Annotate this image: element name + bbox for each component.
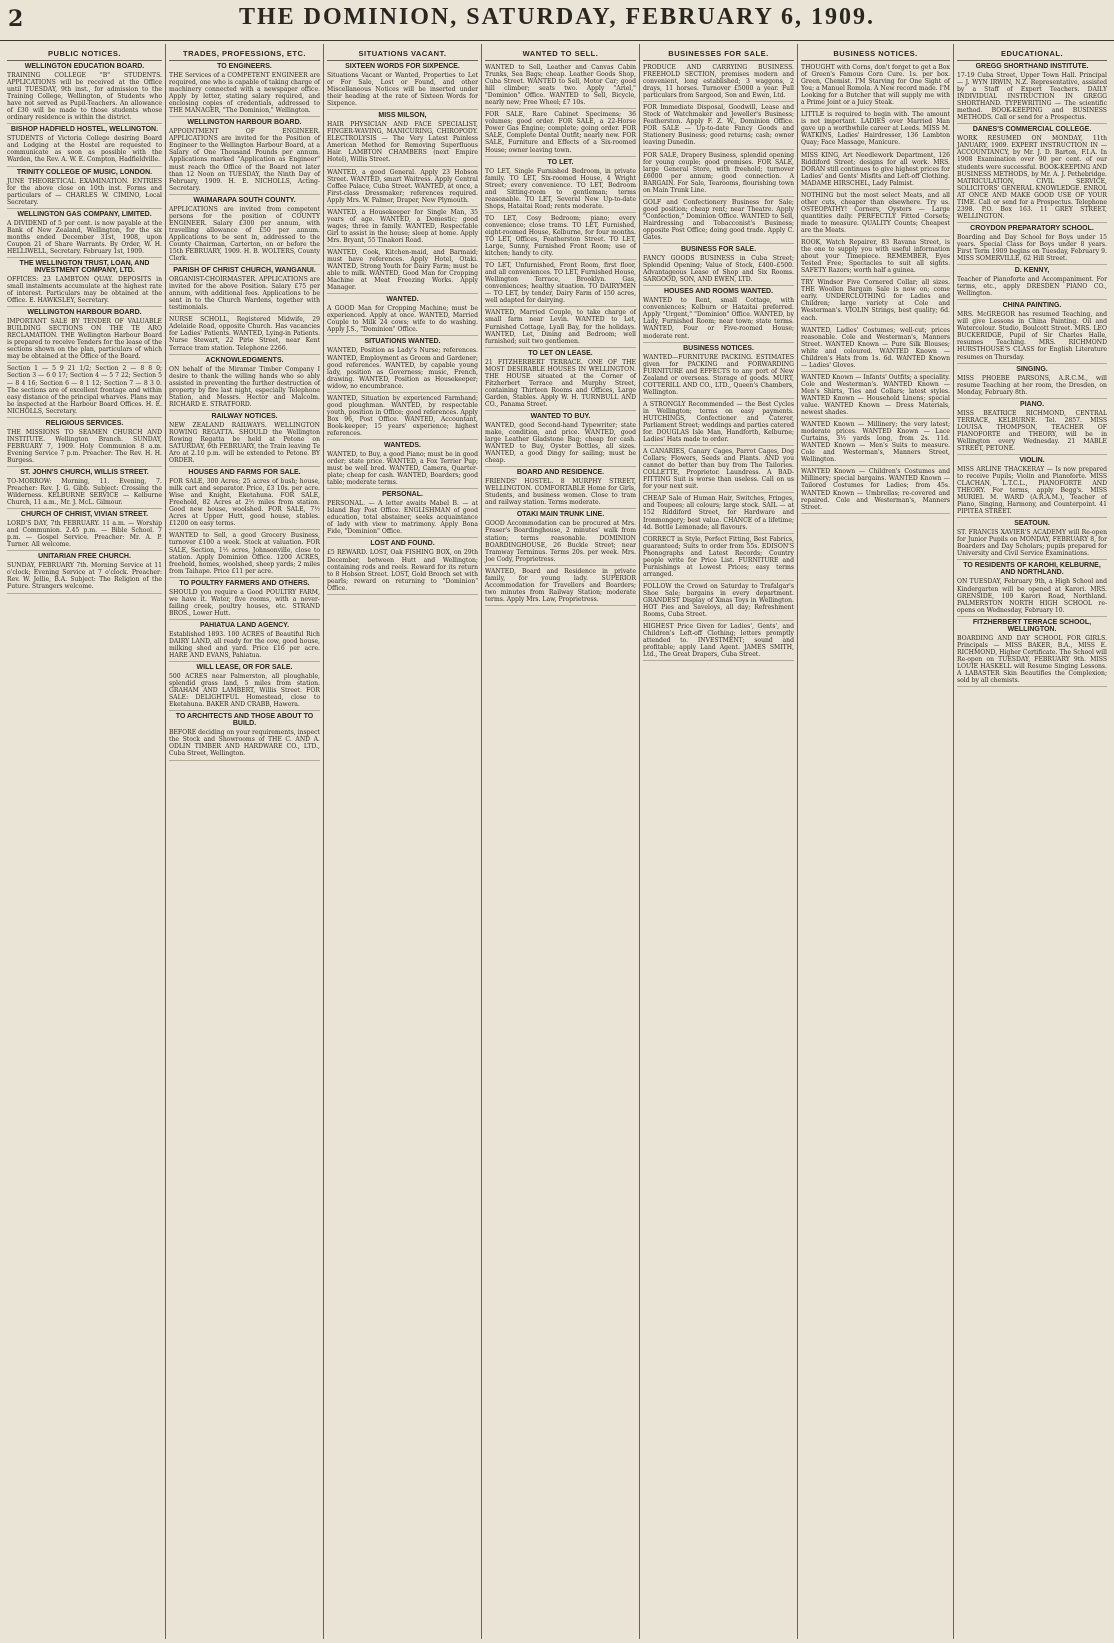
notice-text: Section 1 — 5 9 21 1/2; Section 2 — 8 8 0; Section 3 — 6 0 17; Section 4 — 5 7 22; Section 5 — 8 4 16; Section 6 — 8 1 12; Section 7 — 8 3 0. The sections are of excellent frontage and within easy distance of the principal wharves. Plans may be inspected at the Harbour Board Offices. H. E. NICHOLLS, Secretary. (7, 364, 162, 417)
notice-heading: HOUSES AND FARMS FOR SALE. (188, 469, 301, 477)
notice-text: WANTED, a Housekeeper for Single Man, 35 years of age. WANTED, a Domestic; good wages; three in family. WANTED, Respectable Girl to assist in the house; sleep at home. Apply Mrs. Bryant, 55 Tinakori Road. (327, 208, 478, 247)
notice-text: SUNDAY, FEBRUARY 7th. Morning Service at 11 o'clock; Evening Service at 7 o'clock. Preacher: Rev. W. Jellie, B.A. Subject: The Religion of the Future. Strangers welcome. (7, 561, 162, 593)
notice-text: JUNE THEORETICAL EXAMINATION. ENTRIES for the above close on 10th inst. Forms and particulars of — CHARLES W. CIMINO, Local Secretary. (7, 177, 162, 209)
section-heading: EDUCATIONAL. (957, 47, 1107, 61)
notice-text: Teacher of Pianoforte and Accompaniment. For terms, etc., apply DRESDEN PIANO CO., Wellington. (957, 275, 1107, 300)
notice-heading: RAILWAY NOTICES. (211, 412, 278, 420)
notice-text: THE MISSIONS TO SEAMEN CHURCH AND INSTITUTE. Wellington Branch. SUNDAY, FEBRUARY 7, 1909. Holy Communion 8 a.m. Evening Service 7 p.m. Preacher: The Rev. H. H. Burgess. (7, 428, 162, 467)
notice-text: FOR Immediate Disposal, Goodwill, Lease and Stock of Watchmaker and Jeweller's Business; Featherston. Apply F. Z. W., Dominion Office. FOR SALE — Up-to-date Fancy Goods and Stationery Business; good returns; cash; owner leaving Dunedin. (643, 103, 794, 149)
notice-text: A DIVIDEND of 5 per cent. is now payable at the Bank of New Zealand, Wellington, for the six months ended December 31st, 1908, upon Coupon 21 of Share Warrants. By Order, W. H. HELLIWELL, Secretary. February 1st, 1909. (7, 219, 162, 258)
notice-text: £5 REWARD. LOST, Oak FISHING BOX, on 29th December, between Hutt and Wellington; containing rods and reels. Reward for its return to 8 Hobson Street. LOST, Gold Brooch set with pearls; reward on returning to "Dominion" Office. (327, 548, 478, 594)
notice-text: THOUGHT with Corns, don't forget to get a Box of Green's Famous Corn Cure. 1s. per box. Green, Chemist. I'M Starving for One Sight of You; a Manuel Romola. A New record made. I'M Looking for a Butcher that will supply me with a Prime Joint or a Juicy Steak. (801, 63, 950, 109)
notice-text: FOR SALE, Rare Cabinet Specimens; 36 volumes; good order. FOR SALE, a 22-Horse Power Gas Engine; complete; going order. FOR SALE, Complete Dental Outfit; nearly new. FOR SALE, Furniture and Effects of a Six-roomed House; owner leaving town. (485, 110, 636, 156)
notice-text: FRIENDS' HOSTEL. 8 MURPHY STREET, WELLINGTON. COMFORTABLE Home for Girls, Students, and business women. Close to tram and railway station. Terms moderate. (485, 477, 636, 509)
notice-text: NEW ZEALAND RAILWAYS. WELLINGTON ROWING REGATTA. SHOULD the Wellington Rowing Regatta be held at Petone on SATURDAY, 6th FEBRUARY, the Train leaving Te Aro at 2.10 p.m. will be extended to Petone. BY ORDER. (169, 421, 320, 467)
notice-text: WANTED, Position as Lady's Nurse; references. WANTED, Employment as Groom and Gardener; good references. WANTED, by capable young lady, position as Governess; music, French, drawing. WANTED, Position as Housekeeper; widow, no encumbrance. (327, 346, 478, 392)
column-public-notices (4, 44, 166, 1639)
notice-text: MISS KING, Art Needlework Department, 126 Riddiford Street; designs for all work. MRS. DORAN still continues to give highest prices for Ladies' and Gents' Misfits and Left-off Clothing. MADAME HIRSCHEL, Lady Palmist. (801, 151, 950, 190)
notice-text: WANTED—FURNITURE PACKING. ESTIMATES given for PACKING and FORWARDING FURNITURE and EFFECTS to any port of New Zealand or overseas. Storage of goods. MURT, COTTERILL AND CO., LTD., Queen's Chambers, Wellington. (643, 353, 794, 399)
notice-text: TO LET, Unfurnished, Front Room, first floor, and all conveniences. TO LET, Furnished House, Wellington Terrace, Brooklyn. Gas, conveniences; healthy situation. TO DAIRYMEN — TO LET, by tender, Dairy Farm of 150 acres, well adapted for dairying. (485, 261, 636, 307)
notice-heading: GREGG SHORTHAND INSTITUTE. (975, 63, 1089, 70)
notice-text: 17-19 Cuba Street, Upper Town Hall. Principal — J. WYN IRWIN, N.Z. Representative, assisted by a Staff of Expert Teachers. DAILY INDIVIDUAL INSTRUCTION IN GREGG SHORTHAND. TYPEWRITING — The scientific method. BOOK-KEEPING and BUSINESS METHODS. Call or send for a Prospectus. (957, 71, 1107, 124)
notice-heading: SEATOUN. (1014, 520, 1050, 528)
notice-text: HAIR PHYSICIAN AND FACE SPECIALIST, FINGER-WAVING, MANICURING, CHIROPODY. ELECTROLYSIS — The Very Latest Painless American Method for Removing Superfluous Hair. LAMBTON CHAMBERS (next Empire Hotel), Willis Street. (327, 120, 478, 166)
notice-text: 500 ACRES near Palmerston, all ploughable, splendid grass land, 5 miles from station. GRAHAM AND LAMBERT, Willis Street. FOR SALE: DELIGHTFUL Homestead, close to Eketahuna. BAKER AND CRABB, Hawera. (169, 672, 320, 711)
notice-heading: CHINA PAINTING. (1002, 302, 1062, 310)
notice-heading: WELLINGTON GAS COMPANY, LIMITED. (17, 210, 152, 218)
notice-text: WANTED, Married Couple, to take charge of small farm near Levin. WANTED to Let, Furnished Cottage, Lyall Bay, for the holidays. WANTED, Let, Dining and Bedroom; well furnished; suit two gentlemen. (485, 308, 636, 347)
notice-text: GOOD Accommodation can be procured at Mrs. Fraser's Boardinghouse, 2 minutes' walk from station; terms reasonable. DOMINION BOARDINGHOUSE, 26 Buckle Street; near Tramway Terminus. Terms 20s. per week. Mrs. Joe Cody, Proprietress. (485, 519, 636, 565)
notice-text: Boarding and Day School for Boys under 15 years. Special Class for Boys under 8 years. First Term 1909 begins on Tuesday, February 9. MISS SOMERVILLE, 62 Hill Street. (957, 233, 1107, 265)
notice-text: MRS. McGREGOR has resumed Teaching, and will give Lessons in China Painting. Oil and Watercolour. Studio, Boulcott Street. MRS. LEO BUCKERIDGE, Pupil of Sir Charles Halle, resumes Teaching. MRS. RICHMOND HURSTHOUSE'S CLASS for English Literature resumes on Thursday. (957, 310, 1107, 363)
notice-text: ORGANIST-CHOIRMASTER. APPLICATIONS are invited for the above Position. Salary £75 per annum, with additional fees. Applications to be sent in to the Church Wardens, together with testimonials. (169, 275, 320, 314)
notice-heading: WANTED. (386, 296, 419, 304)
notice-text: ON behalf of the Miramar Timber Company I desire to thank the willing hands who so ably assisted in preventing the further destruction of property by fire last night, especially Telephone Station, and Messrs. Hector and Malcolm. RICHARD E. STRATFORD. (169, 365, 320, 411)
notice-heading: THE WELLINGTON TRUST, LOAN, AND INVESTMENT COMPANY, LTD. (19, 259, 150, 274)
notice-heading: MISS MILSON, (378, 112, 427, 120)
notice-text: CORRECT in Style, Perfect Fitting, Best Fabrics, guaranteed; Suits to order from 55s. EDISON'S Phonographs and Latest Records; Country people write for Price List. FURNITURE and Furnishings at Lowest Prices; easy terms arranged. (643, 535, 794, 581)
notice-text: TO LET, Single Furnished Bedroom, in private family. TO LET, Six-roomed House, 4 Wright Street; every convenience. TO LET, Bedroom and Sitting-room to gentleman; terms reasonable. TO LET, Several New Up-to-date Shops, Hataitai Road; rents moderate. (485, 167, 636, 213)
notice-heading: PARISH OF CHRIST CHURCH, WANGANUI. (173, 267, 316, 275)
notice-heading: TO POULTRY FARMERS AND OTHERS. (179, 579, 310, 587)
notice-text: SHOULD you require a Good POULTRY FARM, we have it. Water, five rooms, with a never-failing creek, poultry houses, etc. STRAND BROS., Lower Hutt. (169, 588, 320, 620)
notice-heading: BOARD AND RESIDENCE. (516, 469, 605, 477)
notice-text: NOTHING but the most select Meats, and all other cuts, cheaper than elsewhere. Try us. OSTEOPATHY! Corners, Oysters — Large quantities daily. PERFECTLY Fitted Corsets; made to measure. QUALITY Counts; Cheapest are the Meats. (801, 191, 950, 237)
page-number: 2 (8, 6, 24, 32)
notice-heading: SITUATIONS WANTED. (364, 338, 441, 346)
columns (4, 44, 1110, 1639)
notice-text: WORK RESUMED ON MONDAY, 11th JANUARY, 1909. EXPERT INSTRUCTION IN — ACCOUNTANCY, by Mr. J. D. Barton, F.I.A. In 1908 Examination over 90 per cent. of our students were successful. BOOK-KEEPING AND BUSINESS METHODS, by Mr. A. J. Pethebridge. MATRICULATION, CIVIL SERVICE, SOLICITORS' GENERAL KNOWLEDGE. ENROL AT ONCE AND MAKE GOOD USE OF YOUR TIME. Call or send for a Prospectus. Telephone 2398. P.O. Box 163. 11 GREY STREET, WELLINGTON. (957, 134, 1107, 223)
notice-text: WANTED, to Buy, a good Piano; must be in good order; state price. WANTED, a Fox Terrier Pup; must be well bred. WANTED, Camera, Quarter-plate; cheap for cash. WANTED, Boarders; good table; moderate terms. (327, 450, 478, 489)
notice-heading: BUSINESS NOTICES. (683, 344, 754, 352)
notice-text: NURSE SCHOLL, Registered Midwife, 29 Adelaide Road, opposite Church. Has vacancies for Ladies' Patients. WANTED, Lying-in Patients. Nurse Stewart, 22 Pirie Street, near Kent Terrace tram station. Telephone 2266. (169, 315, 320, 354)
notice-text: LORD'S DAY, 7th FEBRUARY. 11 a.m. — Worship and Communion. 2.45 p.m. — Bible School. 7 p.m. — Gospel Service. Preacher: Mr. A. P. Turner. All welcome. (7, 519, 162, 551)
notice-heading: WAIMARAPA SOUTH COUNTY. (193, 196, 296, 204)
notice-text: TO LET, Cosy Bedroom; piano; every convenience; close trams. TO LET, Furnished, eight-roomed House, Kelburne, for four months. TO LET, Offices, Featherston Street. TO LET, Large, Sunny, Furnished Front Room; use of kitchen; handy to city. (485, 214, 636, 260)
notice-text: FOR SALE, 300 Acres; 25 acres of bush; house, milk cart and separator. Price, £3 10s. per acre. Wise and Knight, Eketahuna. FOR SALE, Freehold, 82 Acres at 2½ miles from station. Good new house, woolshed. FOR SALE, 7½ Acres at Upper Hutt, good house, stables. £1200 on easy terms. (169, 477, 320, 530)
notice-heading: D. KENNY, (1014, 267, 1050, 275)
notice-heading: PAHIATUA LAND AGENCY. (199, 621, 290, 629)
notice-heading: TO ARCHITECTS AND THOSE ABOUT TO BUILD. (175, 713, 314, 728)
notice-heading: WANTED TO BUY. (530, 412, 591, 420)
notice-text: HIGHEST Price Given for Ladies', Gents', and Children's Left-off Clothing; letters promptly attended to. INVESTMENT; sound and profitable; apply Land Agent. JAMES SMITH, Ltd., The Great Drapers, Cuba Street. (643, 622, 794, 661)
notice-heading: HOUSES AND ROOMS WANTED. (663, 288, 774, 296)
notice-text: WANTED, Situation by experienced Farmhand; good ploughman. WANTED, by respectable youth, position in Office; good references. Apply Box 96, Post Office. WANTED, Accountant, Book-keeper; 15 years' experience; highest references. (327, 394, 478, 440)
notice-heading: PERSONAL. (382, 491, 423, 499)
notice-heading: VIOLIN. (1019, 456, 1045, 464)
notice-text: TO-MORROW: Morning, 11. Evening, 7. Preacher: Rev. J. G. Gibb. Subject: Crossing the Wilderness. KELBURNE SERVICE — Kelburne Church, 11 a.m., Mr. J. McL. Gilmour. (7, 477, 162, 509)
notice-heading: SINGING. (1016, 365, 1048, 373)
notice-heading: TO LET. (547, 158, 574, 166)
notice-text: Situations Vacant or Wanted, Properties to Let or For Sale, Lost or Found, and other Miscellaneous Notices will be inserted under their heading at the rate of Sixteen Words for Sixpence. (327, 71, 478, 110)
notice-heading: WELLINGTON EDUCATION BOARD. (24, 63, 145, 70)
notice-text: Established 1893. 100 ACRES of Beautiful Rich DAIRY LAND, all ready for the cow, good house, milking shed and yard. Price £16 per acre. HARE AND EVANS, Pahiatua. (169, 630, 320, 662)
notice-text: FOLLOW the Crowd on Saturday to Trafalgar's Shoe Sale; bargains in every department. GRANDEST Display of Xmas Toys in Wellington. HOT Pies and Saveloys, all day; Refreshment Rooms, Cuba Street. (643, 582, 794, 621)
notice-heading: TO LET ON LEASE. (528, 349, 593, 357)
notice-text: PRODUCE AND CARRYING BUSINESS. FREEHOLD SECTION, premises modern and convenient, long established; 3 waggons, 2 drays, 11 horses. Turnover £5000 a year. Full particulars from Sargood, Son and Ewen, Ltd. (643, 63, 794, 102)
notice-heading: WELLINGTON HARBOUR BOARD. (187, 119, 302, 127)
notice-heading: CHURCH OF CHRIST, VIVIAN STREET. (20, 511, 149, 519)
newspaper-title: THE DOMINION, SATURDAY, FEBRUARY 6, 1909. (238, 4, 876, 30)
notice-heading: TO RESIDENTS OF KAROHI, KELBURNE, AND NORTHLAND. (963, 562, 1101, 577)
notice-text: GOLF and Confectionery Business for Sale; good position; cheap rent; near Theatre. Apply "Confection," Dominion Office. WANTED to Sell, Hairdressing and Tobacconist's Business; opposite Post Office; doing good trade. Apply C. Gates. (643, 198, 794, 244)
notice-text: OFFICES: 23 LAMBTON QUAY. DEPOSITS in small instalments accumulate at the highest rate of interest. Particulars may be obtained at the Office. E. HAWKSLEY, Secretary. (7, 275, 162, 307)
masthead (0, 0, 1114, 41)
notice-text: MISS ARLINE THACKERAY — Is now prepared to receive Pupils; Violin and Pianoforte. MISS CLACHAN, L.T.C.L., PIANOFORTE AND THEORY. For terms, apply Begg's. MISS MURIEL M. WARD (A.R.A.M.), Teacher of Piano, Singing, Harmony, and Counterpoint. 41 PIPITEA STREET. (957, 465, 1107, 518)
notice-heading: WELLINGTON HARBOUR BOARD. (27, 309, 142, 317)
notice-text: WANTED, Board and Residence in private family, for young lady. SUPERIOR Accommodation for Travellers and Boarders; two minutes from Railway Station; moderate terms. Apply Mrs. Law, Proprietress. (485, 567, 636, 606)
notice-text: WANTED to Sell, a good Grocery Business, turnover £100 a week. Stock at valuation. FOR SALE, Section, 1½ acres, Johnsonville, close to station. Apply Dominion Office. 1200 ACRES, freehold, homes, woolshed, sheep yards; 2 miles from Taihape. Price £11 per acre. (169, 531, 320, 577)
notice-text: FOR SALE, Drapery Business, splendid opening for young couple; good premises. FOR SALE, large General Store, with freehold; turnover £6000 per annum; good connection. A BARGAIN. For Sale, Tearooms, flourishing town on Main Trunk Line. (643, 151, 794, 197)
notice-heading: ACKNOWLEDGMENTS. (205, 356, 284, 364)
notice-heading: SIXTEEN WORDS FOR SIXPENCE. (345, 63, 460, 70)
notice-text: WANTED to Rent, small Cottage, with conveniences; Kelburn or Hataitai preferred. Apply "Urgent," "Dominion" Office. WANTED, by Lady, Furnished Room; near town; state terms. WANTED, Four or Five-roomed House; moderate rent. (643, 296, 794, 342)
notice-text: CHEAP Sale of Human Hair, Switches, Fringes, and Toupees; all colours; large stock. SAIL — at 152 Riddiford Street, for Hardware and Ironmongery; best value. CHANCE of a lifetime; 4d. Bottle Lemonade; all flavours. (643, 494, 794, 533)
notice-heading: UNITARIAN FREE CHURCH. (38, 553, 131, 561)
notice-heading: PIANO. (1019, 400, 1045, 408)
notice-text: STUDENTS of Victoria College desiring Board and Lodging at the Hostel are requested to communicate as soon as possible with the Warden, the Rev. A. W. E. Compton, Hadfieldville. (7, 134, 162, 166)
notice-text: BEFORE deciding on your requirements, inspect the Stock and Showrooms of THE C. AND A. ODLIN TIMBER AND HARDWARE CO., LTD., Cuba Street, Wellington. (169, 728, 320, 760)
notice-text: APPLICATIONS are invited from competent persons for the position of COUNTY ENGINEER. Salary £300 per annum, with travelling allowance of £50 per annum. Applications to be sent in, addressed to the County Chairman, Carterton, on or before the 15th FEBRUARY, 1909. H. B. WOLTERS, County Clerk. (169, 205, 320, 265)
column-trades-professions (166, 44, 324, 1639)
notice-text: WANTED, a good General. Apply 23 Hobson Street. WANTED, smart Waitress. Apply Central Coffee Palace, Cuba Street. WANTED, at once, a First-class Dressmaker; references required. Apply Mrs. W. Palmer, Draper, New Plymouth. (327, 168, 478, 207)
notice-text: A GOOD Man for Cropping Machine; must be experienced. Apply at once. WANTED, Married Couple to Milk 24 cows; wife to do washing. Apply J.S., "Dominion" Office. (327, 304, 478, 336)
notice-text: A STRONGLY Recommended — the Best Cycles in Wellington; terms on easy payments. HUTCHINGS, Confectioner and Caterer, Parliament Street; weddings and parties catered for. DOUGLAS Isle Man, Handforth, Kelburne; Ladies' Hats made to order. (643, 400, 794, 446)
notice-heading: OTAKI MAIN TRUNK LINE. (516, 511, 605, 519)
notice-text: WANTED Known — Children's Costumes and Millinery; special bargains. WANTED Known — Tailored Costumes for Ladies; from 45s. WANTED Known — Umbrellas; re-covered and repaired. Cole and Westerman's, Manners Street. (801, 467, 950, 513)
notice-heading: WILL LEASE, OR FOR SALE. (196, 664, 293, 672)
notice-text: FANCY GOODS BUSINESS in Cuba Street; Splendid Opening; Value of Stock, £400–£500. Advantageous Lease of Shop and Six Rooms. SARGOOD, SON, AND EWEN, LTD. (643, 254, 794, 286)
notice-text: IMPORTANT SALE BY TENDER OF VALUABLE BUILDING SECTIONS ON THE TE ARO RECLAMATION. THE Wellington Harbour Board is prepared to receive Tenders for the lease of the sections shown on the plan, particulars of which may be obtained at the Office of the Board. (7, 317, 162, 363)
notice-heading: LOST AND FOUND. (370, 540, 435, 548)
notice-text: WANTED, Ladies' Costumes; well-cut; prices reasonable. Cole and Westerman's, Manners Street. WANTED Known — Pure Silk Blouses; white and coloured. WANTED Known — Children's Hats from 1s. 6d. WANTED Known — Ladies' Gloves. (801, 326, 950, 372)
notice-text: WANTED, Cook, Kitchen-maid, and Barmaid; must have references. Apply Hotel, Otaki. WANTED, Strong Youth for Dairy Farm; must be able to milk. WANTED, Good Man for Cropping Machine at Meat Freezing Works. Apply Manager. (327, 248, 478, 294)
notice-text: BOARDING AND DAY SCHOOL FOR GIRLS. Principals — MISS BAKER, B.A., MISS E. RICHMOND, Higher Certificate. The School will Re-open on TUESDAY, FEBRUARY 9th. MISS LOUIE HASKELL will Resume Singing Lessons. A LABASTER Skin Beautifies the Complexion; sold by all chemists. (957, 634, 1107, 687)
section-heading: BUSINESSES FOR SALE. (643, 47, 794, 61)
column-wanted-to-sell (482, 44, 640, 1639)
notice-heading: CROYDON PREPARATORY SCHOOL. (970, 224, 1094, 232)
section-heading: TRADES, PROFESSIONS, ETC. (169, 47, 320, 61)
notice-heading: TRINITY COLLEGE OF MUSIC, LONDON. (16, 168, 153, 176)
notice-text: TRAINING COLLEGE "B" STUDENTS. APPLICATIONS will be received at the Office until TUESDAY, 9th inst., for admission to the Training College, Wellington, of Students who have not served as Pupil-Teachers. An allowance of £30 will be made to those students whose ordinary residence is within the district. (7, 71, 162, 124)
notice-text: WANTED Known — Infants' Outfits; a speciality. Cole and Westerman's. WANTED Known — Men's Shirts, Ties and Collars; latest styles. WANTED Known — Household Linens; special value. WANTED Known — Dress Materials, newest shades. (801, 373, 950, 419)
column-businesses-for-sale (640, 44, 798, 1639)
section-heading: SITUATIONS VACANT. (327, 47, 478, 61)
notice-text: WANTED, good Second-hand Typewriter; state make, condition, and price. WANTED, good large Leather Gladstone Bag; cheap for cash. WANTED to Buy, Oyster Bottles, all sizes. WANTED, a good Dingy for sailing; must be cheap. (485, 421, 636, 467)
section-heading: WANTED TO SELL. (485, 47, 636, 61)
column-educational (954, 44, 1110, 1639)
notice-text: TRY Windsor Five Cornered Collar; all sizes. THE Woollen Bargain Sale is now on; come early. UNDERCLOTHING for Ladies and Children; large variety at Cole and Westerman's. VIOLIN Strings, best quality; 6d. each. (801, 278, 950, 324)
notice-heading: FITZHERBERT TERRACE SCHOOL, WELLINGTON. (972, 618, 1092, 633)
section-heading: PUBLIC NOTICES. (7, 47, 162, 61)
notice-heading: RELIGIOUS SERVICES. (45, 419, 124, 427)
notice-text: WANTED to Sell, Leather and Canvas Cabin Trunks, Sea Bags; cheap. Leather Goods Shop, Cuba Street. WANTED to Sell, Motor Car; good hill climber; seats two. Apply "Ariel," "Dominion" Office. WANTED to Sell, Bicycle, nearly new; Free Wheel; £7 10s. (485, 63, 636, 109)
column-business-notices (798, 44, 954, 1639)
notice-text: ON TUESDAY, February 9th, a High School and Kindergarten will be opened at Karori. MRS. GRENSIDE, 109 Karori Road, Northland. PALMERSTON NORTH HIGH SCHOOL re-opens on Wednesday, February 10. (957, 577, 1107, 616)
notice-text: APPOINTMENT OF ENGINEER. APPLICATIONS are invited for the Position of Engineer to the Wellington Harbour Board, at a Salary of One Thousand Pounds per annum. Applications marked "Application as Engineer" must reach the Office of the Board not later than 12 Noon on TUESDAY, the Ninth Day of February, 1909. H. E. NICHOLLS, Acting-Secretary. (169, 127, 320, 194)
column-situations-vacant (324, 44, 482, 1639)
notice-heading: ST. JOHN'S CHURCH, WILLIS STREET. (20, 468, 149, 476)
notice-text: WANTED Known — Millinery; the very latest; moderate prices. WANTED Known — Lace Curtains, 3½ yards long, from 2s. 11d. WANTED Known — Men's Suits to measure. Cole and Westerman's, Manners Street, Wellington. (801, 420, 950, 466)
notice-text: ST. FRANCIS XAVIER'S ACADEMY will Re-open for Junior Pupils on MONDAY, FEBRUARY 8, for Boarders and Day Scholars; pupils prepared for University and Civil Service Examinations. (957, 528, 1107, 560)
section-heading: BUSINESS NOTICES. (801, 47, 950, 61)
notice-text: PERSONAL. — A letter awaits Mabel B. — at Island Bay Post Office. ENGLISHMAN of good education, total abstainer, seeks acquaintance of lady with view to matrimony. Apply Bona Fide, "Dominion" Office. (327, 499, 478, 538)
notice-text: 21 FITZHERBERT TERRACE. ONE OF THE MOST DESIRABLE HOUSES IN WELLINGTON. THE HOUSE situated at the Corner of Fitzherbert Terrace and Murphy Street, containing Thirteen Rooms and Offices, Large Garden, Stables. Apply W. H. TURNBULL AND CO., Panama Street. (485, 358, 636, 411)
notice-heading: BUSINESS FOR SALE. (680, 246, 757, 254)
notice-text: LITTLE is required to begin with. The amount is not important. LADIES over Married Man gave up a worthwhile career at Leeds. MISS M. WATKINS, Ladies' Hairdresser, 136 Lambton Quay; Face Massage, Manicure. (801, 110, 950, 149)
notice-text: ROOK, Watch Repairer, 83 Ravana Street, is the one to supply you with useful information about your Timepiece. REMEMBER, Eyes Tested Free; Spectacles to suit all sights. SAFETY Razors; worth half a guinea. (801, 238, 950, 277)
notice-heading: TO ENGINEERS. (217, 63, 272, 70)
notice-text: MISS BEATRICE RICHMOND, CENTRAL TERRACE, KELBURNE. Tel. 2857. MISS LOUISA THOMPSON, TEACHER OF PIANOFORTE and THEORY, will be in Wellington every Wednesday. 21 MABLE STREET, PETONE. (957, 409, 1107, 455)
notice-heading: WANTEDS. (384, 442, 421, 450)
notice-heading: DANES'S COMMERCIAL COLLEGE. (972, 126, 1092, 134)
notice-heading: BISHOP HADFIELD HOSTEL, WELLINGTON. (10, 126, 159, 134)
notice-text: MISS PHOEBE PARSONS, A.R.C.M., will resume Teaching at her room, the Dresden, on Monday, February 8th. (957, 374, 1107, 399)
notice-text: A CANARIES, Canary Cages, Parrot Cages, Dog Collars; Flowers, Seeds and Plants. AND you cannot do better than buy from The Tailories. COLLETTE, Proprietor. Laundress. A BAD-FITTING Suit is worse than useless. Call on us for your next suit. (643, 447, 794, 493)
notice-text: THE Services of a COMPETENT ENGINEER are required, one who is capable of taking charge of machinery connected with a newspaper office. Apply by letter, stating salary required, and enclosing copies of credentials, addressed to THE MANAGER, "The Dominion," Wellington. (169, 71, 320, 117)
